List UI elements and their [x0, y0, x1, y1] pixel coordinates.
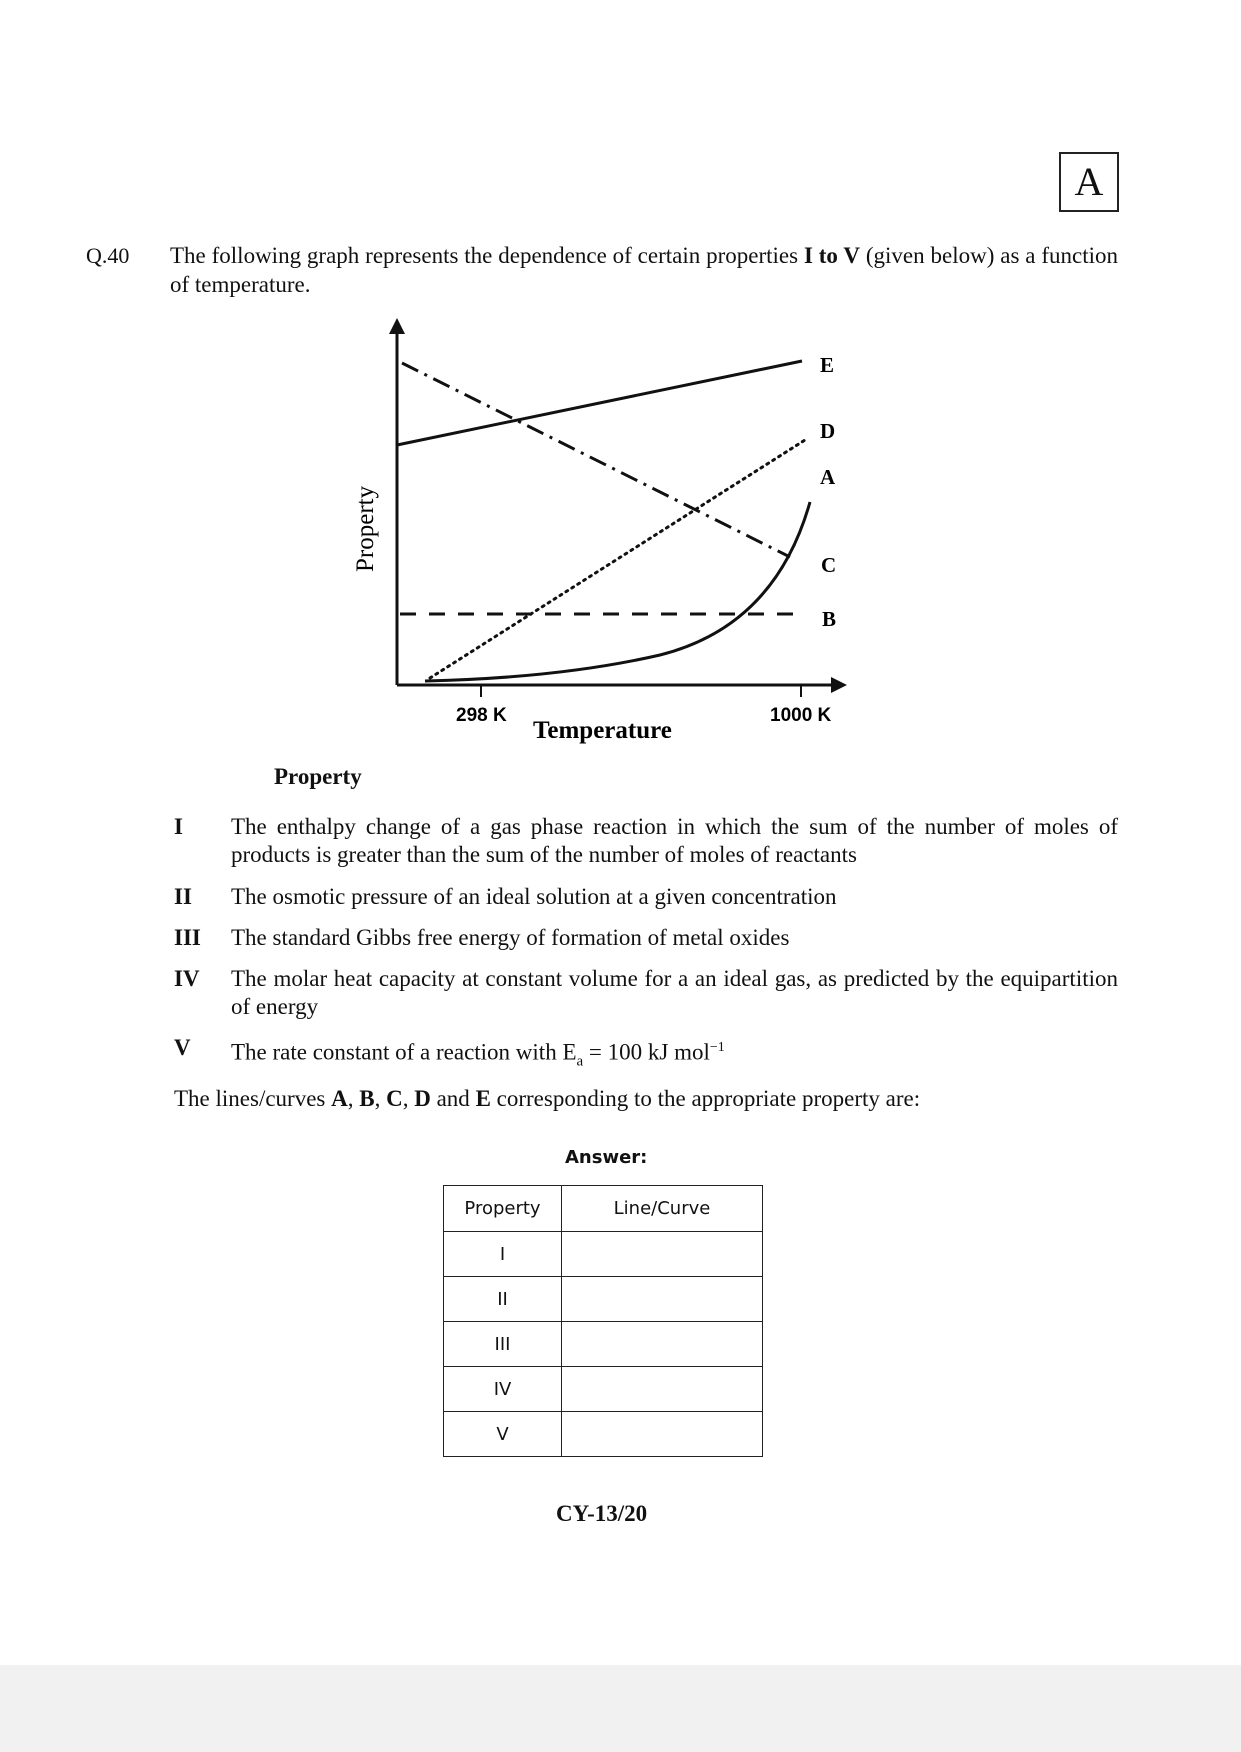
answer-cell[interactable] — [562, 1277, 763, 1322]
answer-row-property: II — [444, 1277, 562, 1322]
property-text: The standard Gibbs free energy of formation of metal oxides — [231, 925, 790, 950]
answer-row — [444, 1232, 763, 1277]
answer-table — [443, 1185, 763, 1457]
property-number: III — [174, 925, 201, 950]
curve-label-c: C — [821, 553, 837, 577]
property-text: The enthalpy change of a gas phase reaction in which the sum of the number of moles of products is greater than the sum of the number of moles of reactants — [231, 814, 1118, 867]
answer-cell[interactable] — [562, 1322, 763, 1367]
question-prompt: The lines/curves A, B, C, D and E corresponding to the appropriate property are: — [174, 1086, 921, 1111]
tick-label-1000k: 1000 K — [770, 705, 832, 726]
question-number: Q.40 — [86, 243, 130, 268]
page-footer: CY-13/20 — [556, 1501, 648, 1526]
answer-label: Answer: — [565, 1147, 648, 1168]
answer-row — [444, 1277, 763, 1322]
curve-a — [425, 502, 810, 681]
property-item — [170, 813, 1118, 869]
header-line-curve: Line/Curve — [562, 1186, 763, 1232]
tick-label-298k: 298 K — [456, 705, 507, 726]
x-axis-label: Temperature — [533, 717, 672, 744]
curve-c — [402, 363, 790, 557]
property-text: The rate constant of a reaction with $E_a = 100$ kJ mol$^{-1}$ — [231, 1039, 725, 1070]
answer-cell[interactable] — [562, 1412, 763, 1457]
property-number: I — [174, 814, 183, 839]
curve-label-b: B — [822, 607, 837, 631]
property-item — [170, 883, 1118, 911]
property-heading: Property — [274, 764, 362, 789]
curve-e — [397, 361, 802, 445]
property-list — [170, 813, 1118, 1088]
curve-label-a: A — [820, 465, 836, 489]
answer-row-property: V — [444, 1412, 562, 1457]
property-item — [170, 965, 1118, 1021]
property-temperature-graph — [330, 310, 870, 750]
question-text: The following graph represents the dependence of certain properties I to V (given below) as a function of temperature. — [170, 243, 1118, 297]
curve-label-d: D — [820, 419, 836, 443]
answer-row-property: IV — [444, 1367, 562, 1412]
x-axis-arrow — [831, 677, 847, 693]
answer-cell[interactable] — [562, 1367, 763, 1412]
set-code-box: A — [1059, 152, 1119, 212]
property-text: The molar heat capacity at constant volume for a an ideal gas, as predicted by the equipartition of energy — [231, 966, 1118, 1019]
curve-d — [430, 440, 805, 678]
property-text: The osmotic pressure of an ideal solution at a given concentration — [231, 884, 837, 909]
answer-row — [444, 1367, 763, 1412]
answer-header-row — [444, 1186, 763, 1232]
answer-cell[interactable] — [562, 1232, 763, 1277]
answer-row-property: I — [444, 1232, 562, 1277]
y-axis-label: Property — [352, 485, 379, 572]
y-axis-arrow — [389, 318, 405, 334]
header-property: Property — [444, 1186, 562, 1232]
answer-row — [444, 1322, 763, 1367]
property-number: V — [174, 1035, 191, 1060]
property-item — [170, 924, 1118, 952]
property-number: IV — [174, 966, 200, 991]
scan-bottom-edge — [0, 1665, 1241, 1752]
answer-row-property: III — [444, 1322, 562, 1367]
answer-row — [444, 1412, 763, 1457]
curve-label-e: E — [820, 353, 835, 377]
property-item — [170, 1034, 1118, 1075]
property-number: II — [174, 884, 192, 909]
